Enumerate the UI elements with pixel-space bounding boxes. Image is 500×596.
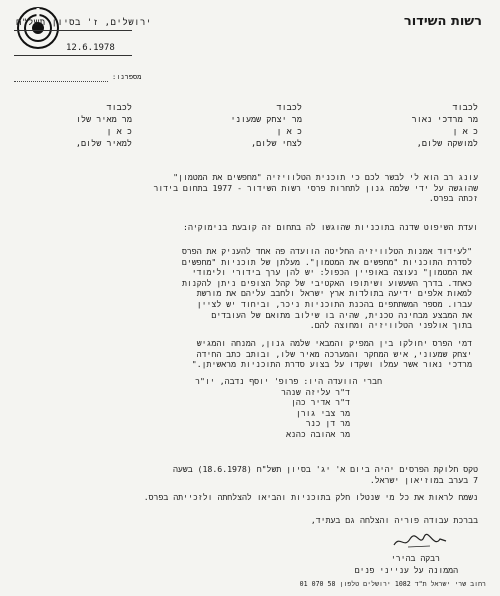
- letterhead-footer: רחוב שרי ישראל ת"ד 1082 ירושלים טלפון 58 070 01: [299, 580, 486, 588]
- committee-member: מר דן כנר: [305, 418, 350, 429]
- committee-member: מר צבי גורן: [295, 407, 350, 418]
- text-line: "לעידוד אמנות הטלוויזיה החליטה הוועדה פה אחד להעניק את הפרס: [181, 246, 472, 256]
- date-underline: [14, 30, 132, 31]
- text-line: זכתה בפרס.: [428, 193, 478, 204]
- text-line: למאות אלפים ידיעה בתולדות ארץ ישראל ולחבב עליהם את מורשת: [196, 288, 472, 299]
- handwritten-signature: [390, 531, 450, 551]
- text-line: יצחק שמעוני, איש המחקר והמערכה מאיר שלו, ובותב כתב החידה: [196, 348, 472, 359]
- date-underline-2: [14, 55, 132, 56]
- recipient-salutation: לכבוד: [452, 103, 478, 113]
- committee-list: [195, 376, 382, 440]
- committee-member: מר אהובה כהנא: [286, 428, 350, 439]
- committee-member: ד"ר אדיר כהן: [290, 397, 350, 408]
- committee-member: ד"ר עליזה שנהר: [281, 386, 350, 397]
- recipient-name: מר יצחק שמעוני: [230, 115, 302, 125]
- body-paragraph-2: [18, 222, 478, 233]
- recipient-location: כ א ן: [106, 127, 132, 137]
- broadcast-authority-logo-icon: [16, 6, 60, 50]
- text-line: נשמח לראות את כל מי שנטלו חלק בתוכניות והביאו להצלחתה ולזכייתה בפרס.: [143, 492, 478, 502]
- recipient-name: מר מרדכי נאור: [411, 115, 478, 125]
- text-line: את המטמון" נעוצה באופיין הכפול: יש להן ערך בידורי ולימודי: [191, 267, 472, 278]
- recipient-salutation: לכבוד: [106, 103, 132, 113]
- recipient-location: כ א ן: [452, 127, 478, 137]
- text-line: עברו. מספר המשתתפים בהכנת התוכניות ניכר, וביחוד יש לציין: [196, 298, 472, 309]
- body-paragraph-4: [12, 338, 472, 370]
- text-line: ועדת השיפוט שדנה בתוכניות שהוגשו לה בתחום זה קובעת בנימוקיה:: [183, 222, 478, 232]
- recipient-location: כ א ן: [276, 127, 302, 137]
- date-hebrew: ירושלים, ז' בסיון תשל"ח: [16, 18, 152, 28]
- recipient-greeting: למושקה שלום,: [416, 139, 478, 149]
- text-line: בתוך אולפני הטלוויזיה ומחוצה להם.: [309, 320, 472, 331]
- text-line: טקס חלוקת הפרסים יהיה ביום א' יג' בסיון תשל"ח (18.6.1978) בשעה: [172, 464, 478, 474]
- recipient-block: [231, 102, 302, 150]
- ceremony-paragraph: [18, 464, 478, 485]
- text-line: כאחד. בדרך השעשוע ושיתופו האקטיבי של קהל הצופים ניתן להקנות: [181, 277, 472, 288]
- recipient-block: [76, 102, 132, 150]
- signer-title: הממונה על ענייני פנים: [354, 565, 458, 575]
- closing-greeting: בברכת עבודה פוריה והצלחה גם בעתיד,: [310, 515, 478, 525]
- text-line: את המבצע מבחינה טכנית, שהיה בו שילוב מתואם של העובדים: [211, 309, 472, 320]
- text-line: 7 בערב במוזיאון ישראל.: [369, 474, 478, 485]
- jury-quote: [12, 246, 472, 331]
- signer-name: רבקה בהירי: [390, 553, 440, 563]
- text-line: לסדרת התוכניות "מחפשים את המטמון". מעלתן של תוכניות "מחפשים: [181, 256, 472, 267]
- body-paragraph-1: [18, 172, 478, 204]
- recipient-name: מר מאיר שלו: [75, 115, 132, 125]
- date-gregorian: 12.6.1978: [66, 43, 115, 53]
- reference-line: [14, 81, 108, 82]
- text-line: עונג רב הוא לי לבשר לכם כי תוכנית הטלוויזיה "מחפשים את המטמון": [173, 172, 478, 182]
- recipient-greeting: למאיר שלום,: [75, 139, 132, 149]
- text-line: מרדכי נאור אשר עמלו ושקדו על בצוע סדרת התוכניות מראשיתן.": [191, 359, 472, 370]
- reference-label: מספרנו:: [112, 73, 142, 81]
- committee-chair: חברי הוועדה היו: פרופ' יוסף נדבה, יו"ר: [195, 376, 382, 386]
- text-line: שהוגשה על ידי שלמה גנון לתחרות פרסי רשות השידור - 1977 בתחום בידור: [153, 182, 478, 193]
- recipient-block: [412, 102, 478, 150]
- org-name: רשות השידור: [403, 14, 482, 29]
- recipient-greeting: לצחי שלום,: [250, 139, 302, 149]
- recipient-salutation: לכבוד: [276, 103, 302, 113]
- text-line: דמי הפרס יחולקו בין המפיק והמבאי שלמה גנון, המנחה והמגיש: [196, 338, 472, 348]
- closing-paragraph: [18, 492, 478, 503]
